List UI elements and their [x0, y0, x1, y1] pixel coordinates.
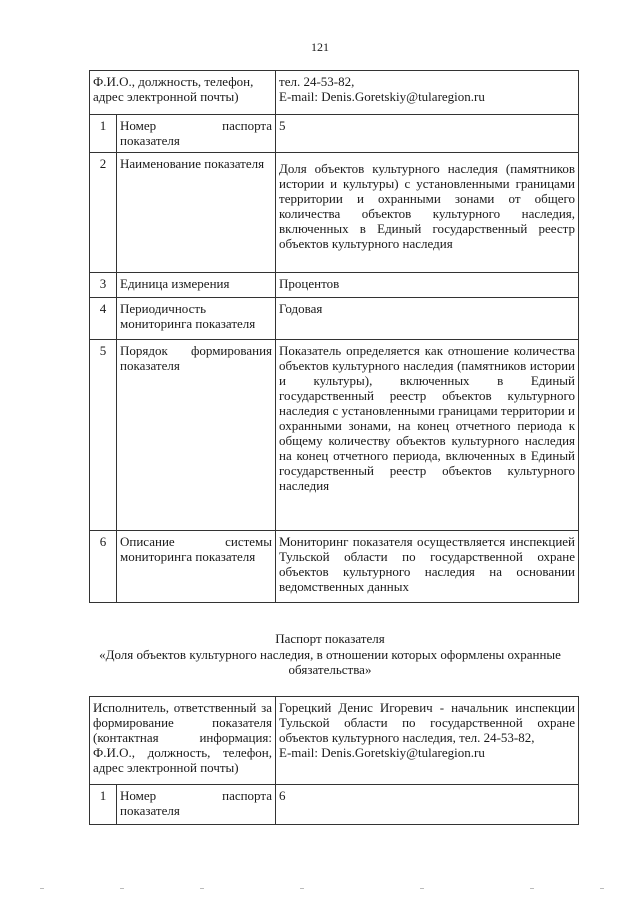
passport-title: Паспорт показателя [275, 631, 385, 646]
indicator-passport-table-6 [89, 696, 579, 825]
row-value: 5 [276, 115, 579, 153]
row-number: 6 [90, 531, 117, 603]
table-row [90, 531, 579, 603]
row-number: 3 [90, 273, 117, 298]
row-value: Мониторинг показателя осуществляется инспекцией Тульской области по государственной охране объектов культурного наследия на основании ведомственных данных [276, 531, 579, 603]
table-row-contact [90, 71, 579, 115]
contact-label-cell: Исполнитель, ответственный за формирование показателя (контактная информация: Ф.И.О., должность, телефон, адрес электронной почты) [90, 697, 276, 785]
table-row [90, 785, 579, 825]
row-label: Порядок формирования показателя [117, 340, 276, 531]
passport-subtitle: «Доля объектов культурного наследия, в отношении которых оформлены охранные обязательства» [99, 647, 561, 677]
row-label: Номер паспорта показателя [117, 785, 276, 825]
page-number: 121 [311, 40, 329, 54]
row-number: 5 [90, 340, 117, 531]
contact-label-cell: Ф.И.О., должность, телефон, адрес электронной почты) [90, 71, 276, 115]
contact-value-cell: Горецкий Денис Игоревич - начальник инспекции Тульской области по государственной охране объектов культурного наследия, тел. 24-53-82, E-mail: Denis.Goretskiy@tularegion.ru [276, 697, 579, 785]
row-label: Описание системы мониторинга показателя [117, 531, 276, 603]
row-value: 6 [276, 785, 579, 825]
row-number: 1 [90, 785, 117, 825]
row-number: 4 [90, 298, 117, 340]
table-row [90, 273, 579, 298]
row-value: Показатель определяется как отношение количества объектов культурного наследия (памятников истории и культуры), включенных в Единый государственный реестр объектов культурного наследия с установленными границами территории и охранными зонами, на конец отчетного периода к общему количеству объектов культурного наследия на конец отчетного периода, включенных в Единый государственный реестр объектов культурного наследия [276, 340, 579, 531]
table-row [90, 340, 579, 531]
row-label: Периодичность мониторинга показателя [117, 298, 276, 340]
table-row [90, 153, 579, 273]
contact-value-cell: тел. 24-53-82, E-mail: Denis.Goretskiy@tularegion.ru [276, 71, 579, 115]
table-row-contact [90, 697, 579, 785]
indicator-passport-table-5 [89, 70, 579, 603]
row-value: Годовая [276, 298, 579, 340]
table-row [90, 298, 579, 340]
row-number: 1 [90, 115, 117, 153]
row-number: 2 [90, 153, 117, 273]
row-value: Процентов [276, 273, 579, 298]
row-label: Номер паспорта показателя [117, 115, 276, 153]
row-label: Единица измерения [117, 273, 276, 298]
row-value: Доля объектов культурного наследия (памятников истории и культуры) с установленными границами территории и охранными зонами от общего количества объектов культурного наследия, включенных в Единый государственный реестр объектов культурного наследия [276, 153, 579, 273]
row-label: Наименование показателя [117, 153, 276, 273]
table-row [90, 115, 579, 153]
